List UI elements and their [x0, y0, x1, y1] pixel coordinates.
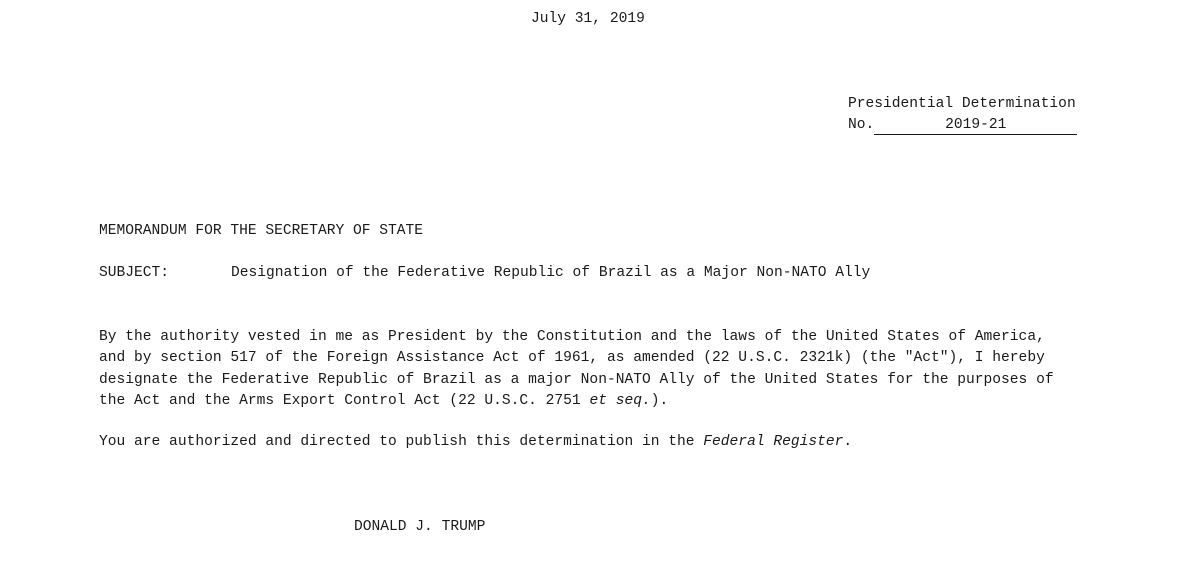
body-paragraph-1 — [99, 327, 1069, 412]
italic-citation: et seq. — [589, 392, 651, 409]
determination-title: Presidential Determination — [848, 96, 1076, 112]
memorandum-heading: MEMORANDUM FOR THE SECRETARY OF STATE — [99, 223, 424, 239]
paragraph-line — [99, 391, 1069, 412]
determination-number-value: 2019-21 — [874, 117, 1077, 135]
document-date: July 31, 2019 — [531, 11, 645, 27]
determination-number-label: No. — [848, 117, 875, 133]
subject-label: SUBJECT: — [99, 265, 170, 281]
subject-text: Designation of the Federative Republic of Brazil as a Major Non-NATO Ally — [231, 265, 871, 281]
paragraph-line: designate the Federative Republic of Brazil as a major Non-NATO Ally of the United States for the purposes of — [99, 371, 1054, 388]
paragraph-text: You are authorized and directed to publish this determination in the — [99, 434, 704, 450]
body-paragraph-2 — [99, 432, 852, 453]
paragraph-line: By the authority vested in me as President by the Constitution and the laws of the United States of America, — [99, 329, 1045, 345]
determination-number — [848, 115, 1077, 136]
signature-name: DONALD J. TRUMP — [354, 519, 486, 535]
paragraph-text: ). — [650, 392, 669, 409]
paragraph-text: . — [843, 434, 853, 450]
italic-publication: Federal Register — [703, 434, 844, 450]
paragraph-line: and by section 517 of the Foreign Assistance Act of 1961, as amended (22 U.S.C. 2321k) (the "Act"), I hereby — [99, 350, 1045, 367]
paragraph-text: the Act and the Arms Export Control Act (22 U.S.C. 2751 — [99, 392, 590, 409]
